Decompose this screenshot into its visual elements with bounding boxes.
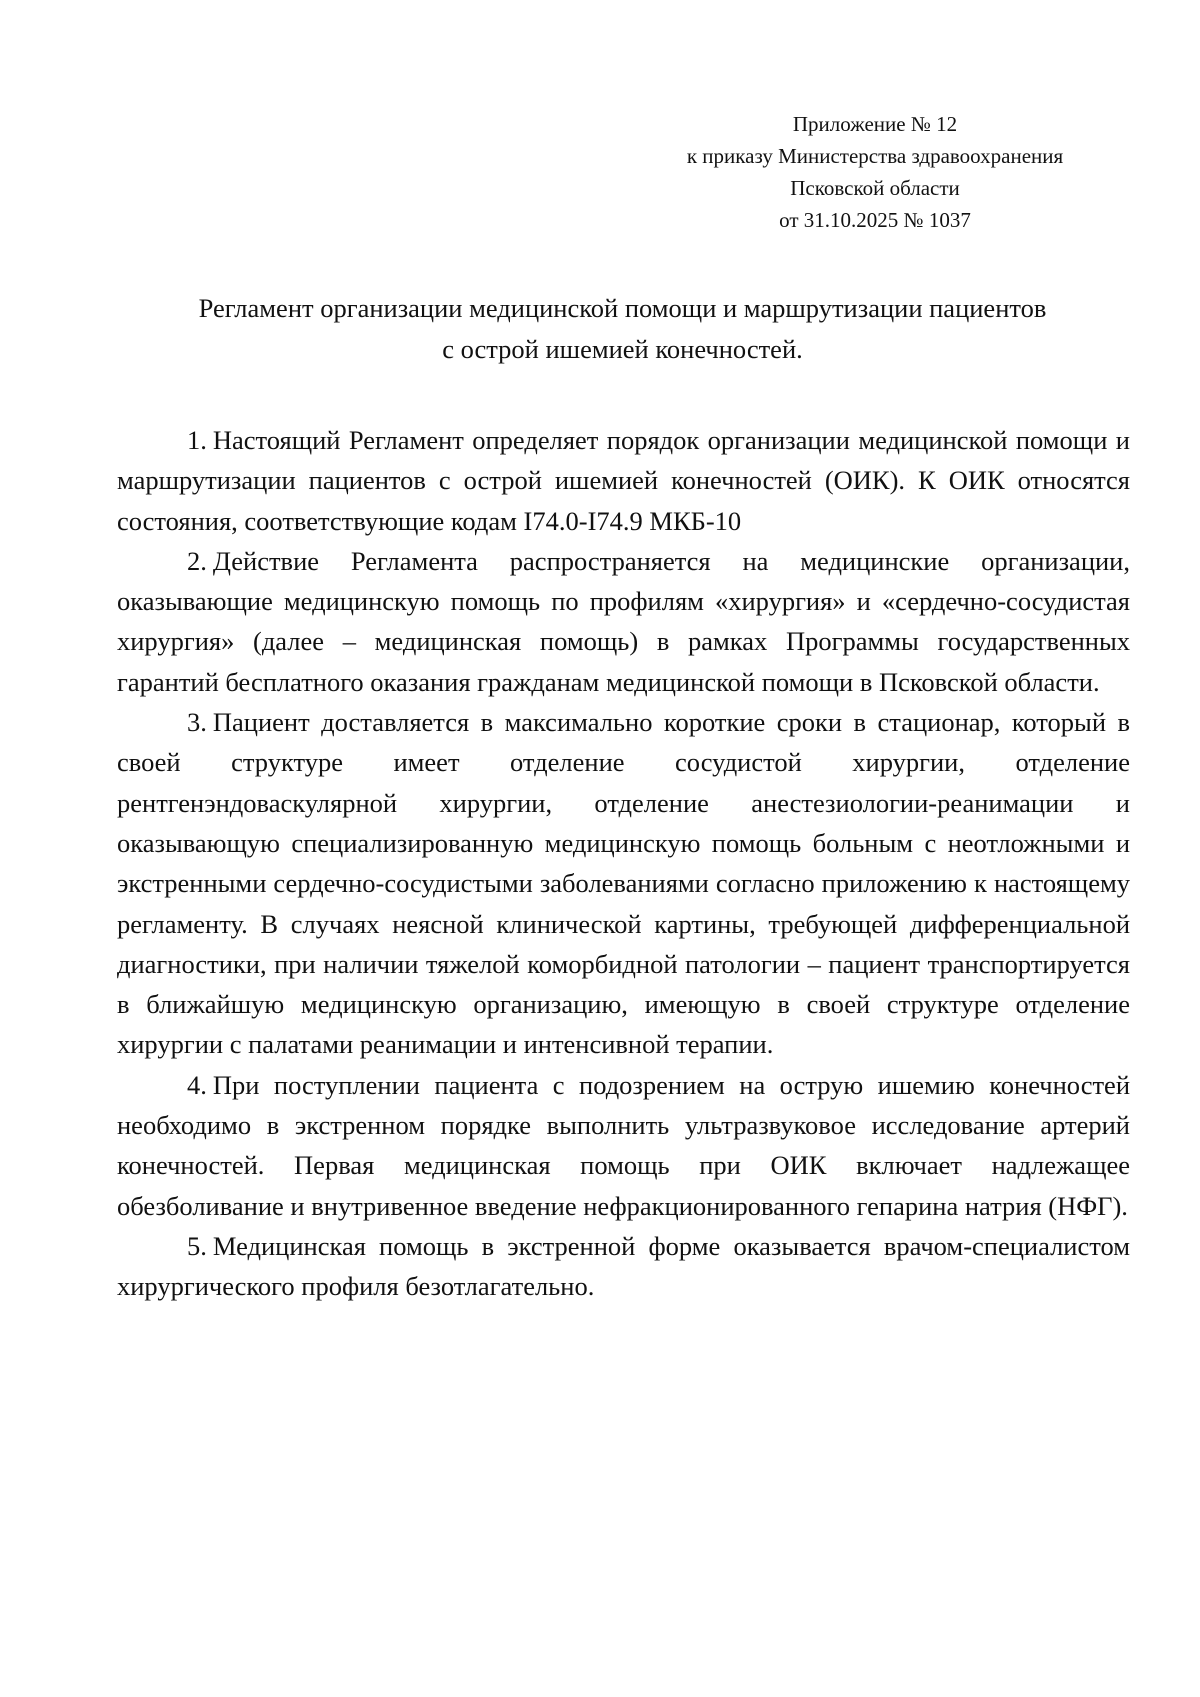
paragraph-3 (117, 702, 1130, 1065)
order-reference: к приказу Министерства здравоохранения (686, 144, 1064, 168)
title-line-1: Регламент организации медицинской помощи и маршрутизации пациентов (198, 293, 1047, 323)
paragraph-text: При поступлении пациента с подозрением на острую ишемию конечностей необходимо в экстренном порядке выполнить ультразвуковое исследование артерий конечностей. Первая медицинская помощь при ОИК включает надлежащее обезболивание и внутривенное введение нефракционированного гепарина натрия (НФГ). (117, 1069, 1130, 1221)
paragraph-text: Медицинская помощь в экстренной форме оказывается врачом-специалистом хирургического профиля безотлагательно. (117, 1230, 1130, 1302)
region-name: Псковской области (790, 176, 960, 200)
paragraph-1 (117, 420, 1130, 541)
paragraph-4 (117, 1065, 1130, 1226)
appendix-number: Приложение № 12 (792, 112, 958, 136)
paragraph-text: Настоящий Регламент определяет порядок организации медицинской помощи и маршрутизации пациентов с острой ишемией конечностей (ОИК). К ОИК относятся состояния, соответствующие кодам I74.0-I74.9 МКБ-10 (117, 425, 1130, 536)
paragraph-number: 1. (187, 425, 207, 455)
paragraph-text: Пациент доставляется в максимально короткие сроки в стационар, который в своей структуре имеет отделение сосудистой хирургии, отделение рентгенэндоваскулярной хирургии, отделение анестезиологии-реанимации и оказывающую специализированную медицинскую помощь больным с неотложными и экстренными сердечно-сосудистыми заболеваниями согласно приложению к настоящему регламенту. В случаях неясной клинической картины, требующей дифференциальной диагностики, при наличии тяжелой коморбидной патологии – пациент транспортируется в ближайшую медицинскую организацию, имеющую в своей структуре отделение хирургии с палатами реанимации и интенсивной терапии. (117, 707, 1130, 1060)
paragraph-text: Действие Регламента распространяется на медицинские организации, оказывающие медицинскую помощь по профилям «хирургия» и «сердечно-сосудистая хирургия» (далее – медицинская помощь) в рамках Программы государственных гарантий бесплатного оказания гражданам медицинской помощи в Псковской области. (117, 545, 1130, 697)
paragraph-number: 4. (187, 1069, 207, 1100)
document-title (110, 288, 1135, 370)
order-date-number: от 31.10.2025 № 1037 (779, 208, 971, 232)
paragraph-number: 5. (187, 1230, 207, 1261)
paragraph-number: 3. (187, 707, 207, 738)
paragraph-number: 2. (187, 545, 207, 576)
paragraph-2 (117, 541, 1130, 702)
document-body (117, 420, 1130, 1307)
paragraph-5 (117, 1226, 1130, 1307)
title-line-2: с острой ишемией конечностей. (442, 334, 803, 364)
appendix-header (640, 108, 1110, 236)
